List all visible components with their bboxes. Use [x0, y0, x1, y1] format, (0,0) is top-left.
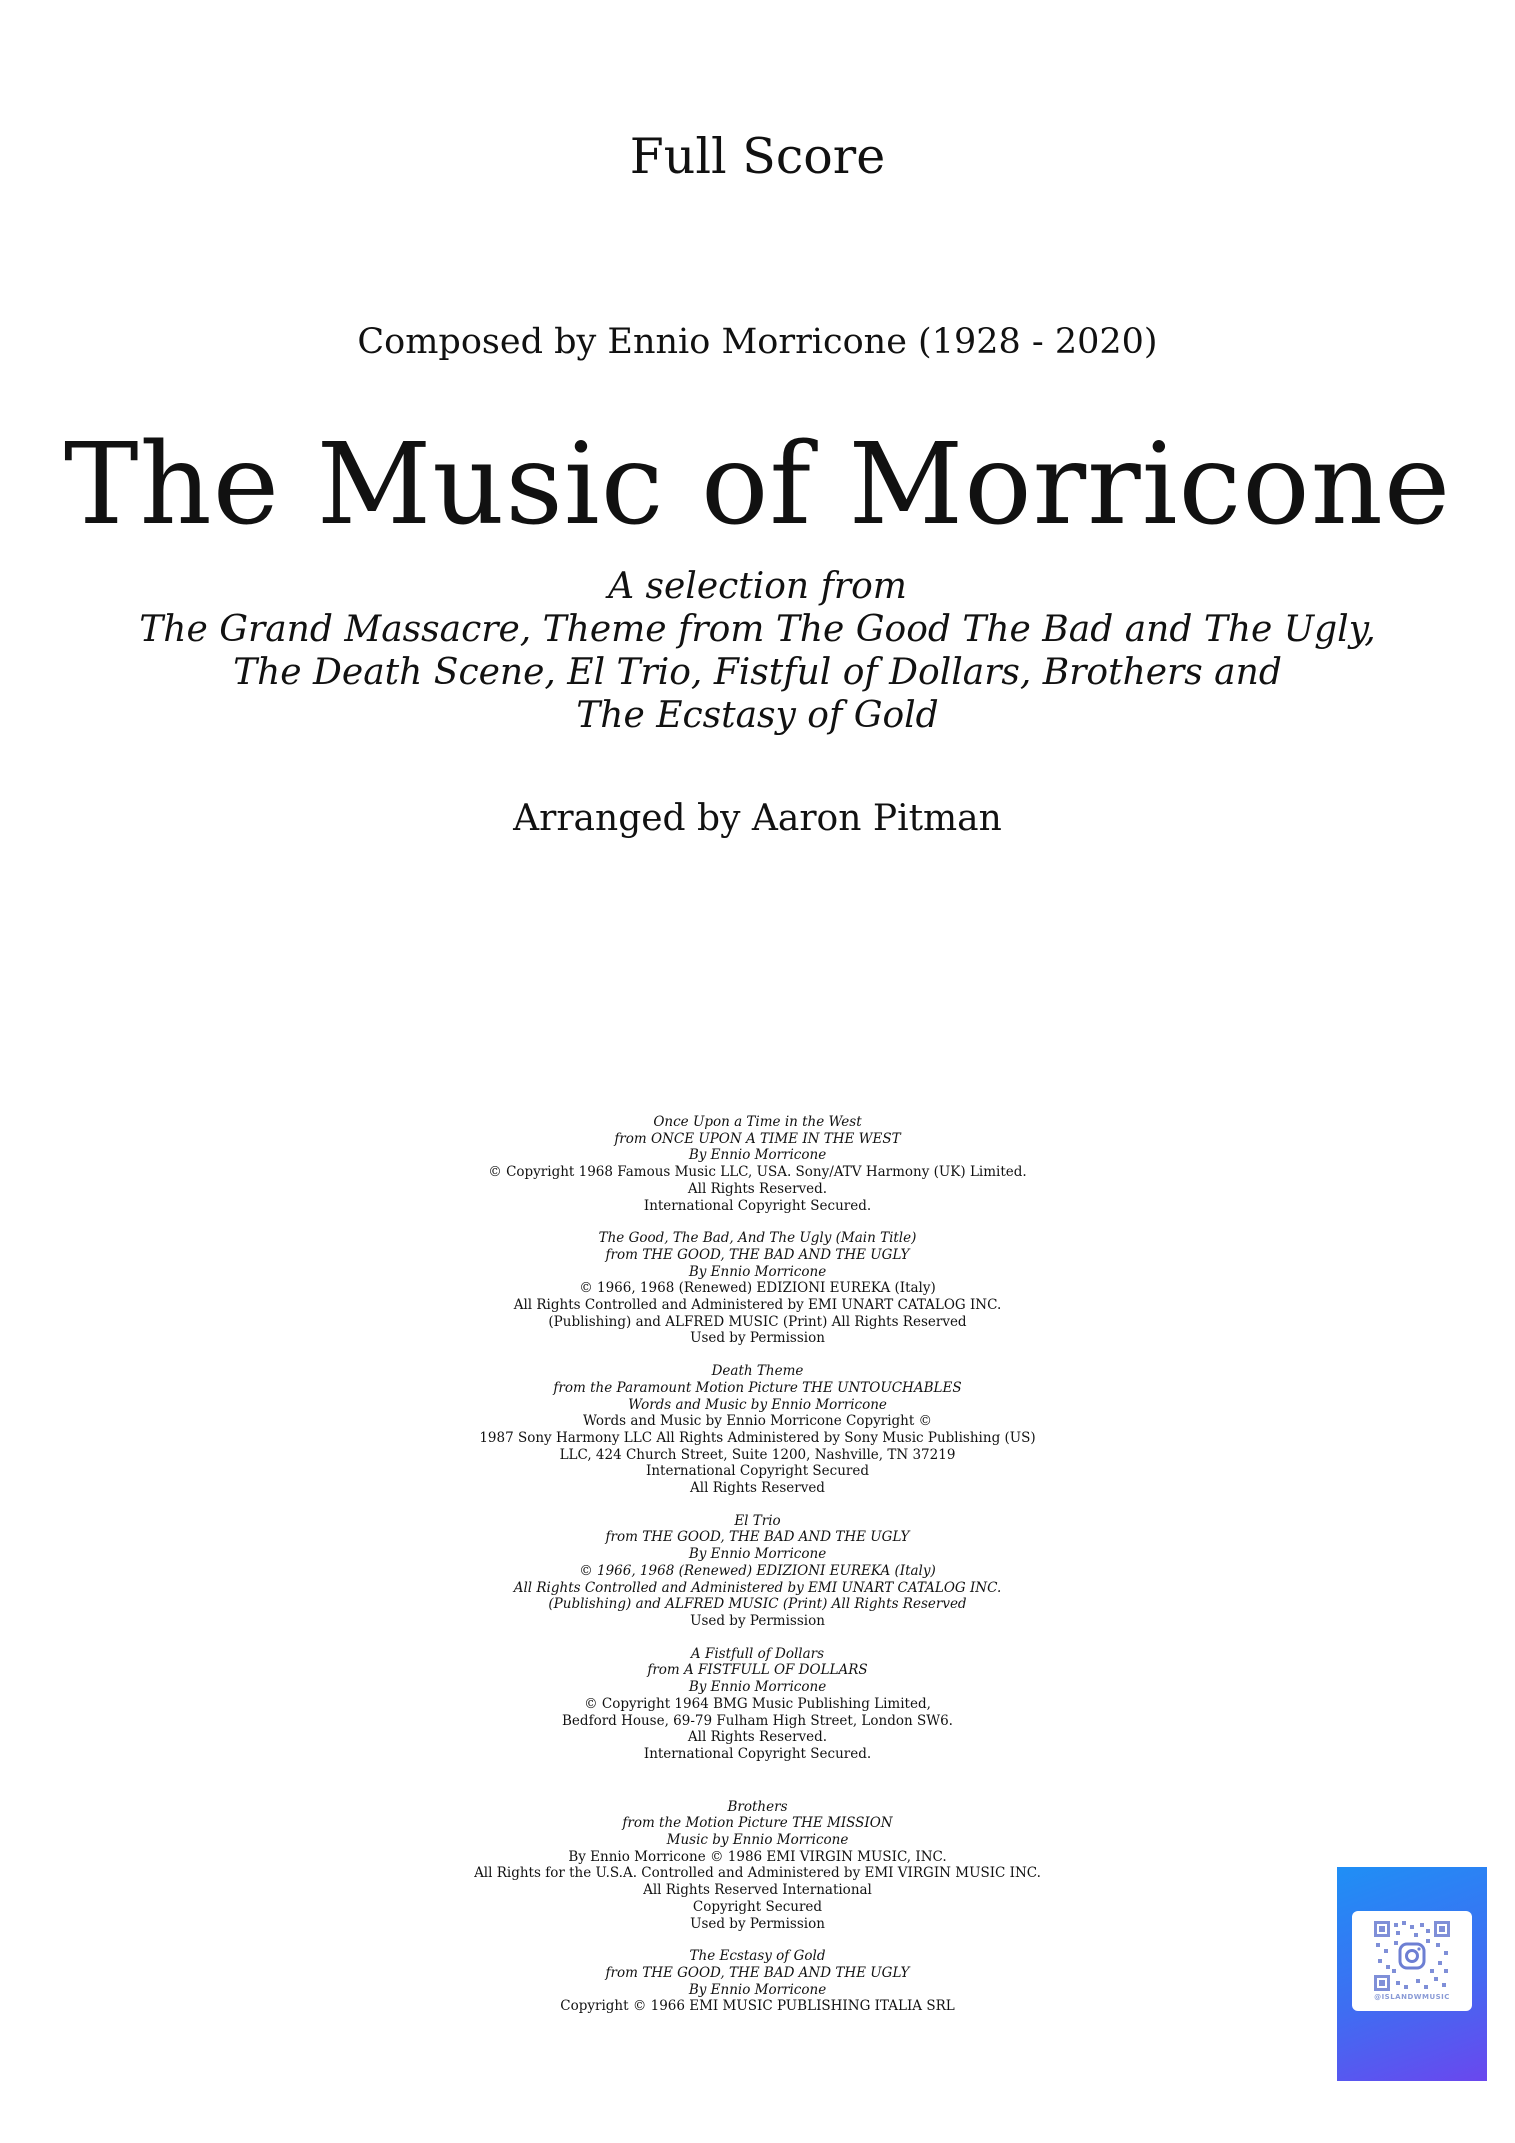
- credit-line: All Rights Reserved.: [687, 1729, 828, 1746]
- credit-title: A Fistfull of Dollars: [690, 1645, 825, 1662]
- credit-title: The Good, The Bad, And The Ugly (Main Title): [598, 1230, 917, 1247]
- credit-title: Death Theme: [711, 1363, 804, 1380]
- credit-line: All Rights Reserved.: [687, 1180, 828, 1197]
- credit-author: By Ennio Morricone: [688, 1679, 827, 1696]
- credit-line: Words and Music by Ennio Morricone Copyright ©: [582, 1413, 933, 1430]
- credit-block: [0, 1513, 1515, 1630]
- credit-line: © Copyright 1968 Famous Music LLC, USA. Sony/ATV Harmony (UK) Limited.: [488, 1164, 1027, 1181]
- credit-line: Used by Permission: [690, 1915, 825, 1932]
- subtitle-line: The Ecstasy of Gold: [576, 695, 939, 736]
- credit-line: © 1966, 1968 (Renewed) EDIZIONI EUREKA (Italy): [579, 1280, 936, 1297]
- qr-card[interactable]: [1352, 1911, 1472, 2011]
- credit-line: By Ennio Morricone © 1986 EMI VIRGIN MUSIC, INC.: [568, 1848, 947, 1865]
- credit-line: All Rights for the U.S.A. Controlled and Administered by EMI VIRGIN MUSIC INC.: [474, 1865, 1041, 1882]
- credit-title: El Trio: [734, 1512, 781, 1529]
- credit-source: from the Paramount Motion Picture THE UNTOUCHABLES: [553, 1379, 962, 1396]
- credit-block: [0, 1948, 1515, 2015]
- credit-line: LLC, 424 Church Street, Suite 1200, Nashville, TN 37219: [559, 1446, 956, 1463]
- subtitle-line: A selection from: [608, 566, 907, 607]
- qr-badge[interactable]: [1337, 1867, 1487, 2081]
- score-type-label: Full Score: [629, 128, 886, 185]
- credit-line: International Copyright Secured.: [643, 1197, 872, 1214]
- credit-author: Words and Music by Ennio Morricone: [628, 1396, 887, 1413]
- credit-line: 1987 Sony Harmony LLC All Rights Administered by Sony Music Publishing (US): [479, 1429, 1036, 1446]
- copyright-credits: [0, 1114, 1515, 2031]
- arranger-line: Arranged by Aaron Pitman: [513, 798, 1002, 839]
- credit-line: Copyright © 1966 EMI MUSIC PUBLISHING ITALIA SRL: [560, 1998, 955, 2015]
- credit-title: Brothers: [727, 1798, 788, 1815]
- subtitle-line: The Grand Massacre, Theme from The Good The Bad and The Ugly,: [139, 609, 1376, 650]
- qr-caption: @ISLANDWMUSIC: [1374, 1993, 1450, 2001]
- credit-block: [0, 1230, 1515, 1347]
- credit-source: from THE GOOD, THE BAD AND THE UGLY: [605, 1246, 910, 1263]
- credit-author: By Ennio Morricone: [688, 1263, 827, 1280]
- credit-source: from ONCE UPON A TIME IN THE WEST: [614, 1130, 901, 1147]
- credit-block: [0, 1646, 1515, 1763]
- credit-line: International Copyright Secured: [646, 1463, 869, 1480]
- credit-line: All Rights Reserved International: [643, 1882, 872, 1899]
- subtitle: [0, 565, 1515, 737]
- credit-line: (Publishing) and ALFRED MUSIC (Print) All Rights Reserved: [548, 1596, 967, 1613]
- instagram-qr-icon: [1374, 1921, 1450, 1991]
- credit-author: By Ennio Morricone: [688, 1981, 827, 1998]
- credit-line: International Copyright Secured.: [643, 1745, 872, 1762]
- credit-source: from the Motion Picture THE MISSION: [622, 1815, 893, 1832]
- credit-line: © 1966, 1968 (Renewed) EDIZIONI EUREKA (Italy): [579, 1562, 936, 1579]
- credit-block: [0, 1363, 1515, 1497]
- credit-block: [0, 1114, 1515, 1214]
- credit-line: Used by Permission: [690, 1612, 825, 1629]
- credit-line: Copyright Secured: [692, 1898, 823, 1915]
- credit-author: By Ennio Morricone: [688, 1546, 827, 1563]
- credit-line: All Rights Reserved: [690, 1480, 825, 1497]
- credit-source: from THE GOOD, THE BAD AND THE UGLY: [605, 1964, 910, 1981]
- credit-author: Music by Ennio Morricone: [666, 1832, 849, 1849]
- subtitle-line: The Death Scene, El Trio, Fistful of Dollars, Brothers and: [233, 652, 1282, 693]
- credit-source: from A FISTFULL OF DOLLARS: [647, 1662, 868, 1679]
- composer-line: Composed by Ennio Morricone (1928 - 2020): [357, 322, 1158, 362]
- page-title: The Music of Morricone: [63, 420, 1452, 550]
- credit-line: (Publishing) and ALFRED MUSIC (Print) All Rights Reserved: [548, 1313, 967, 1330]
- credit-title: The Ecstasy of Gold: [689, 1948, 826, 1965]
- credit-title: Once Upon a Time in the West: [653, 1114, 862, 1130]
- credit-block: [0, 1799, 1515, 1933]
- credit-line: All Rights Controlled and Administered by EMI UNART CATALOG INC.: [513, 1579, 1002, 1596]
- credit-source: from THE GOOD, THE BAD AND THE UGLY: [605, 1529, 910, 1546]
- credit-author: By Ennio Morricone: [688, 1147, 827, 1164]
- credit-line: Bedford House, 69-79 Fulham High Street, London SW6.: [562, 1712, 953, 1729]
- credit-line: Used by Permission: [690, 1330, 825, 1347]
- credit-line: All Rights Controlled and Administered by EMI UNART CATALOG INC.: [513, 1297, 1002, 1314]
- credit-line: © Copyright 1964 BMG Music Publishing Limited,: [584, 1695, 931, 1712]
